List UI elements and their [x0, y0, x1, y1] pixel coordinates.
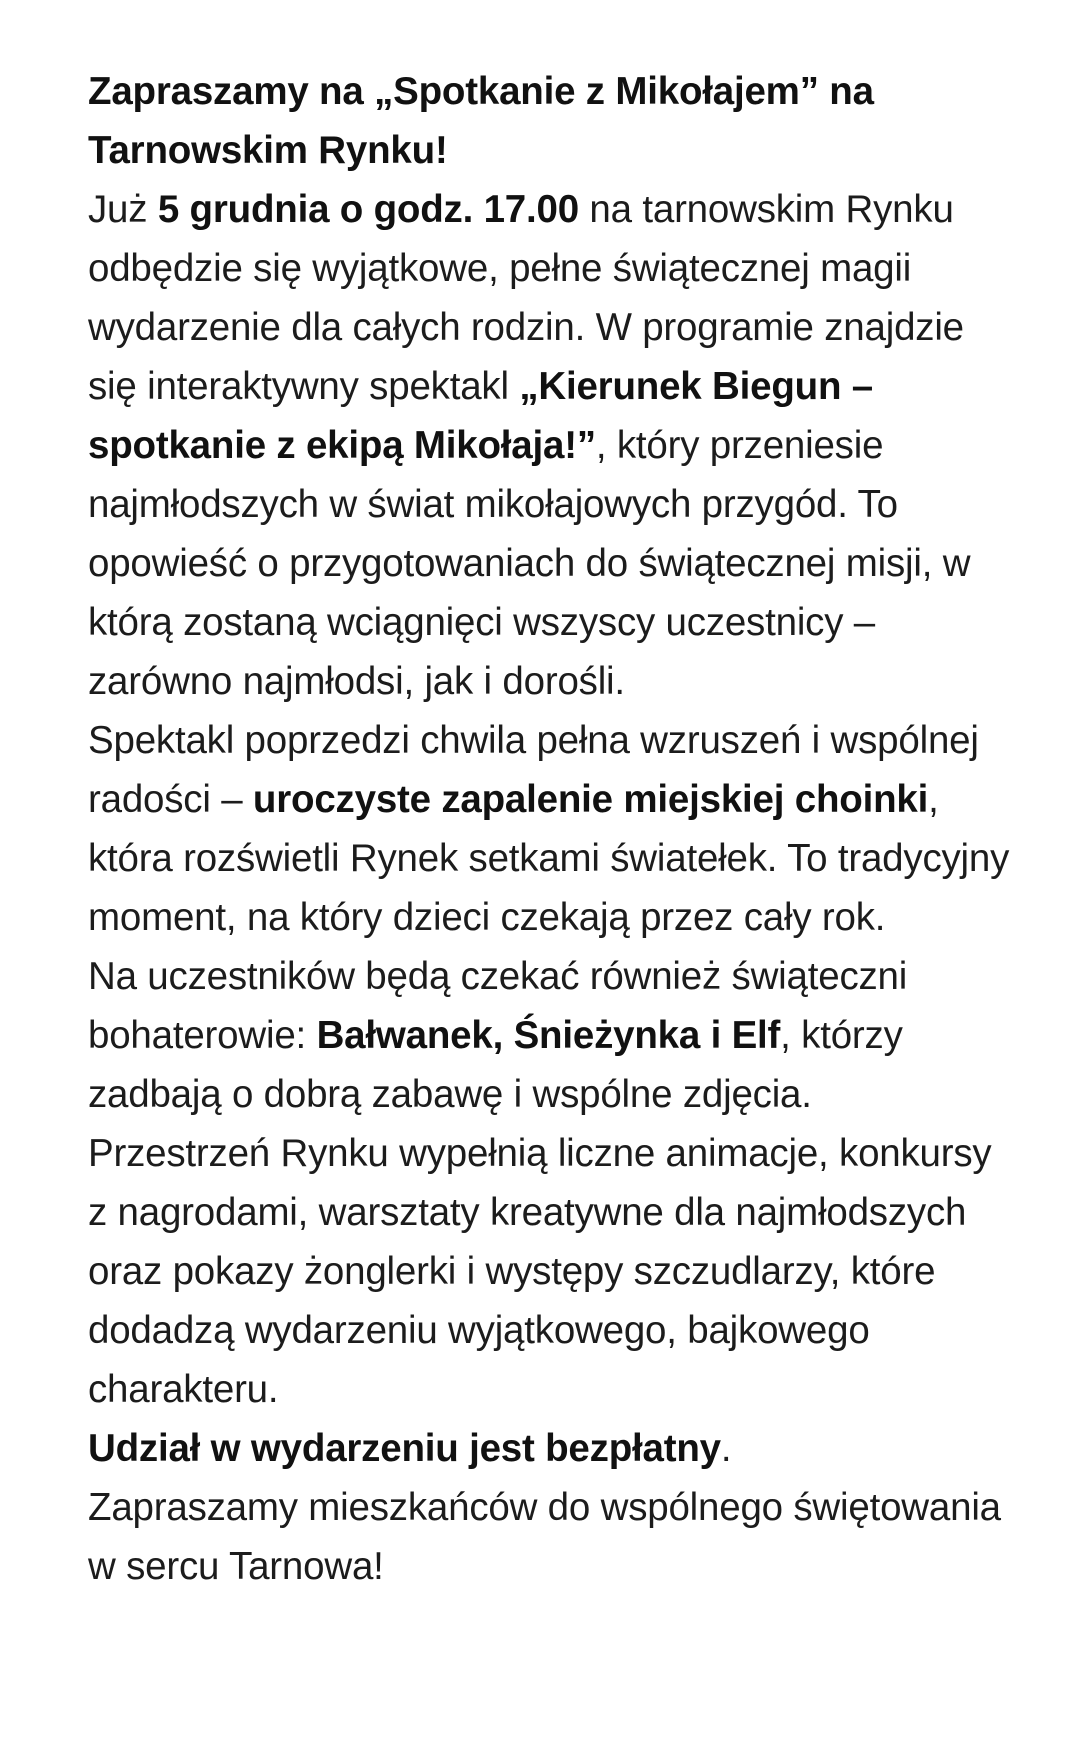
paragraph-invitation: Zapraszamy mieszkańców do wspólnego świętowania w sercu Tarnowa!: [88, 1486, 1001, 1588]
text-segment: na tarnowskim Rynku odbędzie się wyjątkowe, pełne świątecznej magii wydarzenie dla całych rodzin. W programie znajdzie się interaktywny spektakl: [88, 188, 964, 408]
text-segment: Na uczestników będą czekać również świąteczni bohaterowie:: [88, 955, 908, 1057]
text-segment: , którzy zadbają o dobrą zabawę i wspólne zdjęcia.: [88, 1014, 903, 1116]
text-segment: .: [720, 1427, 732, 1470]
free-entry-highlight: Udział w wydarzeniu jest bezpłatny: [88, 1427, 721, 1470]
paragraph-free-entry: [88, 1419, 1018, 1478]
paragraph-tree-lighting: [88, 711, 1018, 947]
text-segment: , która rozświetli Rynek setkami światełek. To tradycyjny moment, na który dzieci czekają przez cały rok.: [88, 778, 1010, 939]
tree-lighting-highlight: uroczyste zapalenie miejskiej choinki: [252, 778, 929, 821]
post-title-text: Zapraszamy na „Spotkanie z Mikołajem” na Tarnowskim Rynku!: [88, 70, 874, 172]
post-text: [88, 62, 1018, 1596]
post-title: [88, 62, 1018, 180]
paragraph-event-intro: [88, 180, 1018, 711]
paragraph-attractions: Przestrzeń Rynku wypełnią liczne animacje, konkursy z nagrodami, warsztaty kreatywne dla najmłodszych oraz pokazy żonglerki i występy szczudlarzy, które dodadzą wydarzeniu wyjątkowego, bajkowego charakteru.: [88, 1132, 992, 1411]
event-date-time: 5 grudnia o godz. 17.00: [157, 188, 579, 231]
characters-highlight: Bałwanek, Śnieżynka i Elf: [316, 1014, 781, 1057]
paragraph-characters: [88, 947, 1018, 1124]
text-segment: Już: [88, 188, 158, 231]
spectacle-title: „Kierunek Biegun – spotkanie z ekipą Mikołaja!”: [88, 365, 873, 467]
text-segment: Spektakl poprzedzi chwila pełna wzruszeń i wspólnej radości –: [88, 719, 979, 821]
text-segment: , który przeniesie najmłodszych w świat mikołajowych przygód. To opowieść o przygotowaniach do świątecznej misji, w którą zostaną wciągnięci wszyscy uczestnicy – zarówno najmłodsi, jak i dorośli.: [88, 424, 971, 703]
